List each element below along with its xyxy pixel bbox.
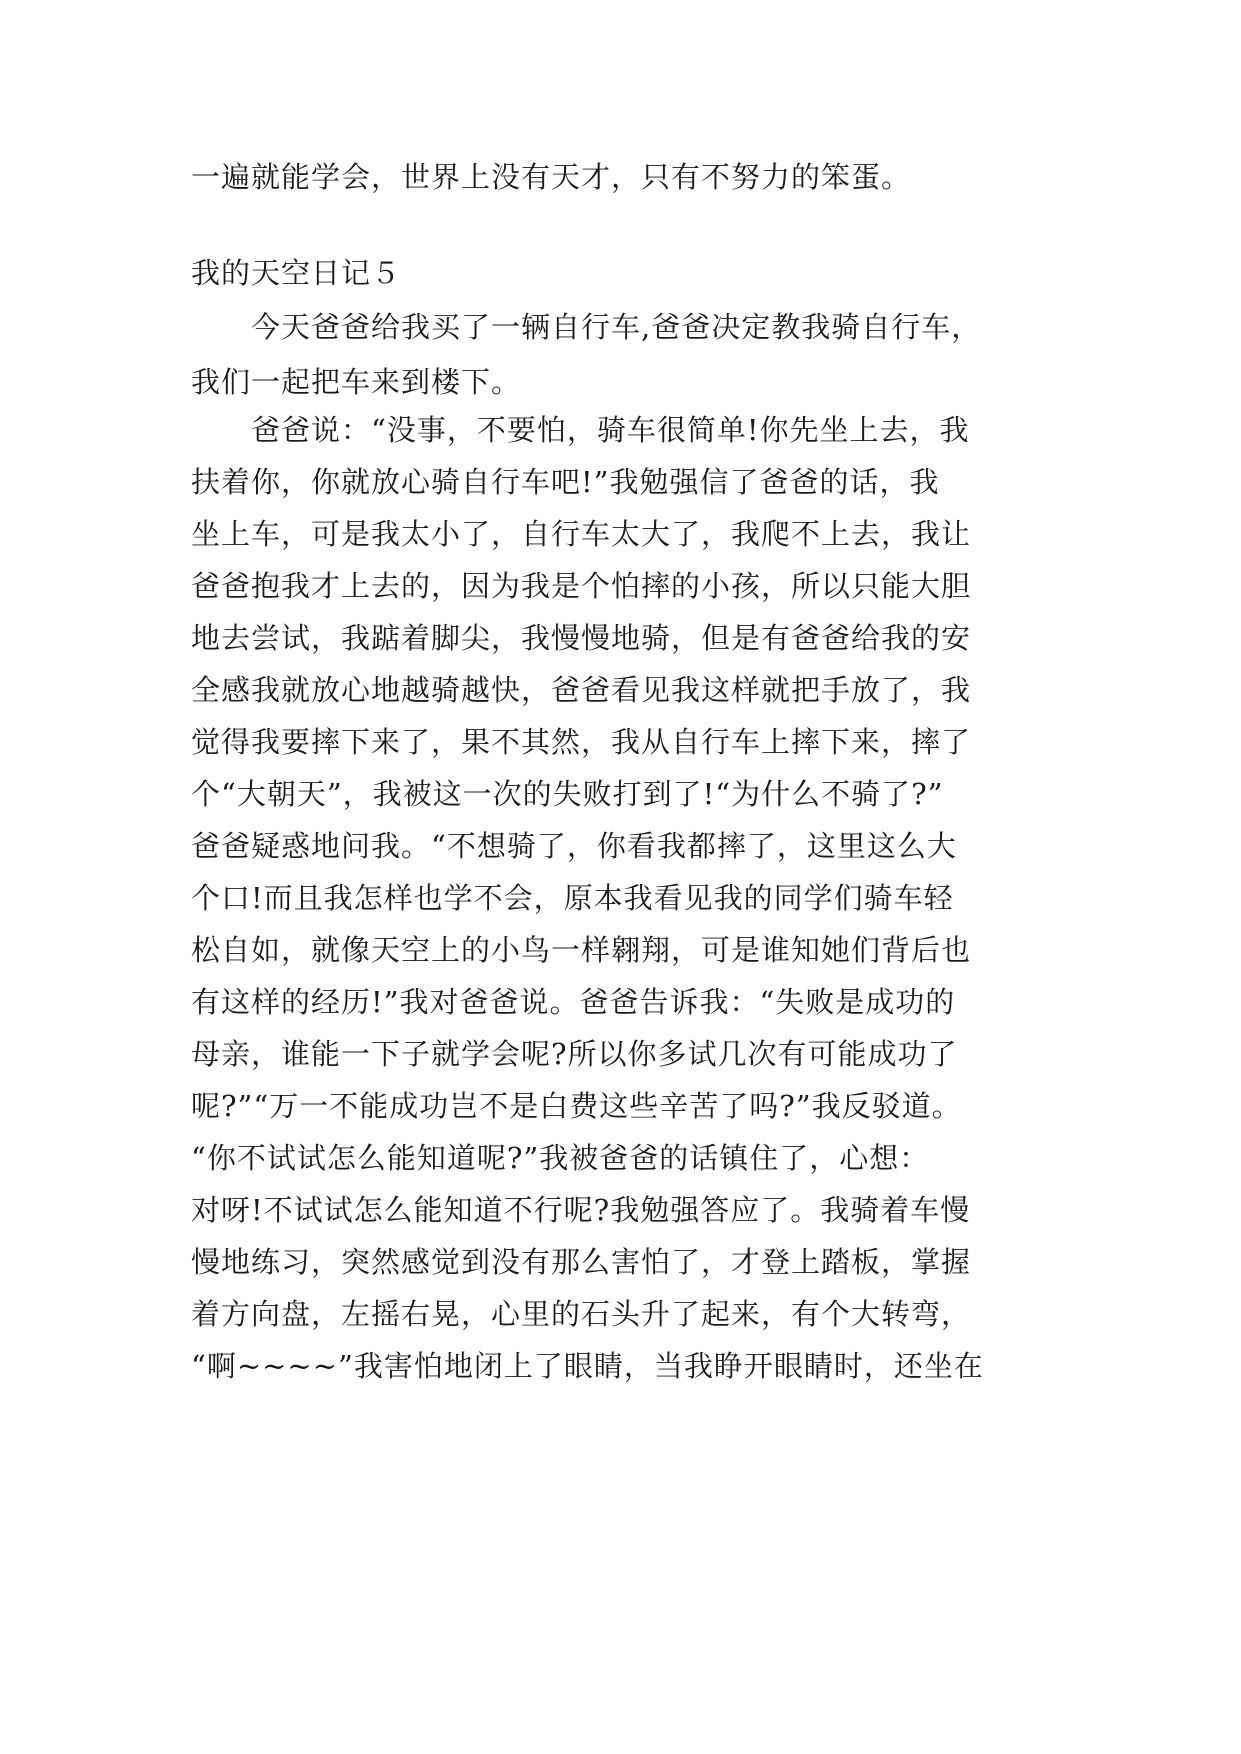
text-line: 我们一起把车来到楼下。: [191, 365, 522, 399]
text-line: 有这样的经历!”我对爸爸说。爸爸告诉我：“失败是成功的: [191, 985, 956, 1019]
text-line: 觉得我要摔下来了，果不其然，我从自行车上摔下来，摔了: [191, 725, 972, 759]
text-line: 母亲，谁能一下子就学会呢?所以你多试几次有可能成功了: [191, 1037, 958, 1071]
text-line: “你不试试怎么能知道呢?”我被爸爸的话镇住了，心想：: [191, 1141, 930, 1175]
text-line: 今天爸爸给我买了一辆自行车,爸爸决定教我骑自行车，: [191, 310, 982, 344]
text-line: 个口!而且我怎样也学不会，原本我看见我的同学们骑车轻: [191, 881, 954, 915]
text-line: 地去尝试，我踮着脚尖，我慢慢地骑，但是有爸爸给我的安: [191, 621, 972, 655]
text-line: 对呀!不试试怎么能知道不行呢?我勉强答应了。我骑着车慢: [191, 1193, 971, 1227]
text-line: 爸爸抱我才上去的，因为我是个怕摔的小孩，所以只能大胆: [191, 569, 972, 603]
text-line: “啊~~~~”我害怕地闭上了眼睛，当我睁开眼睛时，还坐在: [191, 1349, 984, 1383]
text-line: 着方向盘，左摇右晃，心里的石头升了起来，有个大转弯，: [191, 1297, 972, 1331]
text-line: 个“大朝天”，我被这一次的失败打到了!“为什么不骑了?”: [191, 777, 944, 811]
text-line: 呢?”“万一不能成功岂不是白费这些辛苦了吗?”我反驳道。: [191, 1089, 962, 1123]
section-title: 我的天空日记５: [191, 256, 402, 290]
text-line: 松自如，就像天空上的小鸟一样翱翔，可是谁知她们背后也: [191, 933, 972, 967]
continuation-line: 一遍就能学会，世界上没有天才，只有不努力的笨蛋。: [191, 160, 912, 194]
text-line: 爸爸说：“没事，不要怕，骑车很简单!你先坐上去，我: [191, 413, 970, 447]
text-line: 全感我就放心地越骑越快，爸爸看见我这样就把手放了，我: [191, 673, 972, 707]
text-line: 坐上车，可是我太小了，自行车太大了，我爬不上去，我让: [191, 517, 972, 551]
text-line: 扶着你，你就放心骑自行车吧!”我勉强信了爸爸的话，我: [191, 465, 940, 499]
text-line: 爸爸疑惑地问我。“不想骑了，你看我都摔了，这里这么大: [191, 829, 957, 863]
text-line: 慢地练习，突然感觉到没有那么害怕了，才登上踏板，掌握: [191, 1245, 972, 1279]
